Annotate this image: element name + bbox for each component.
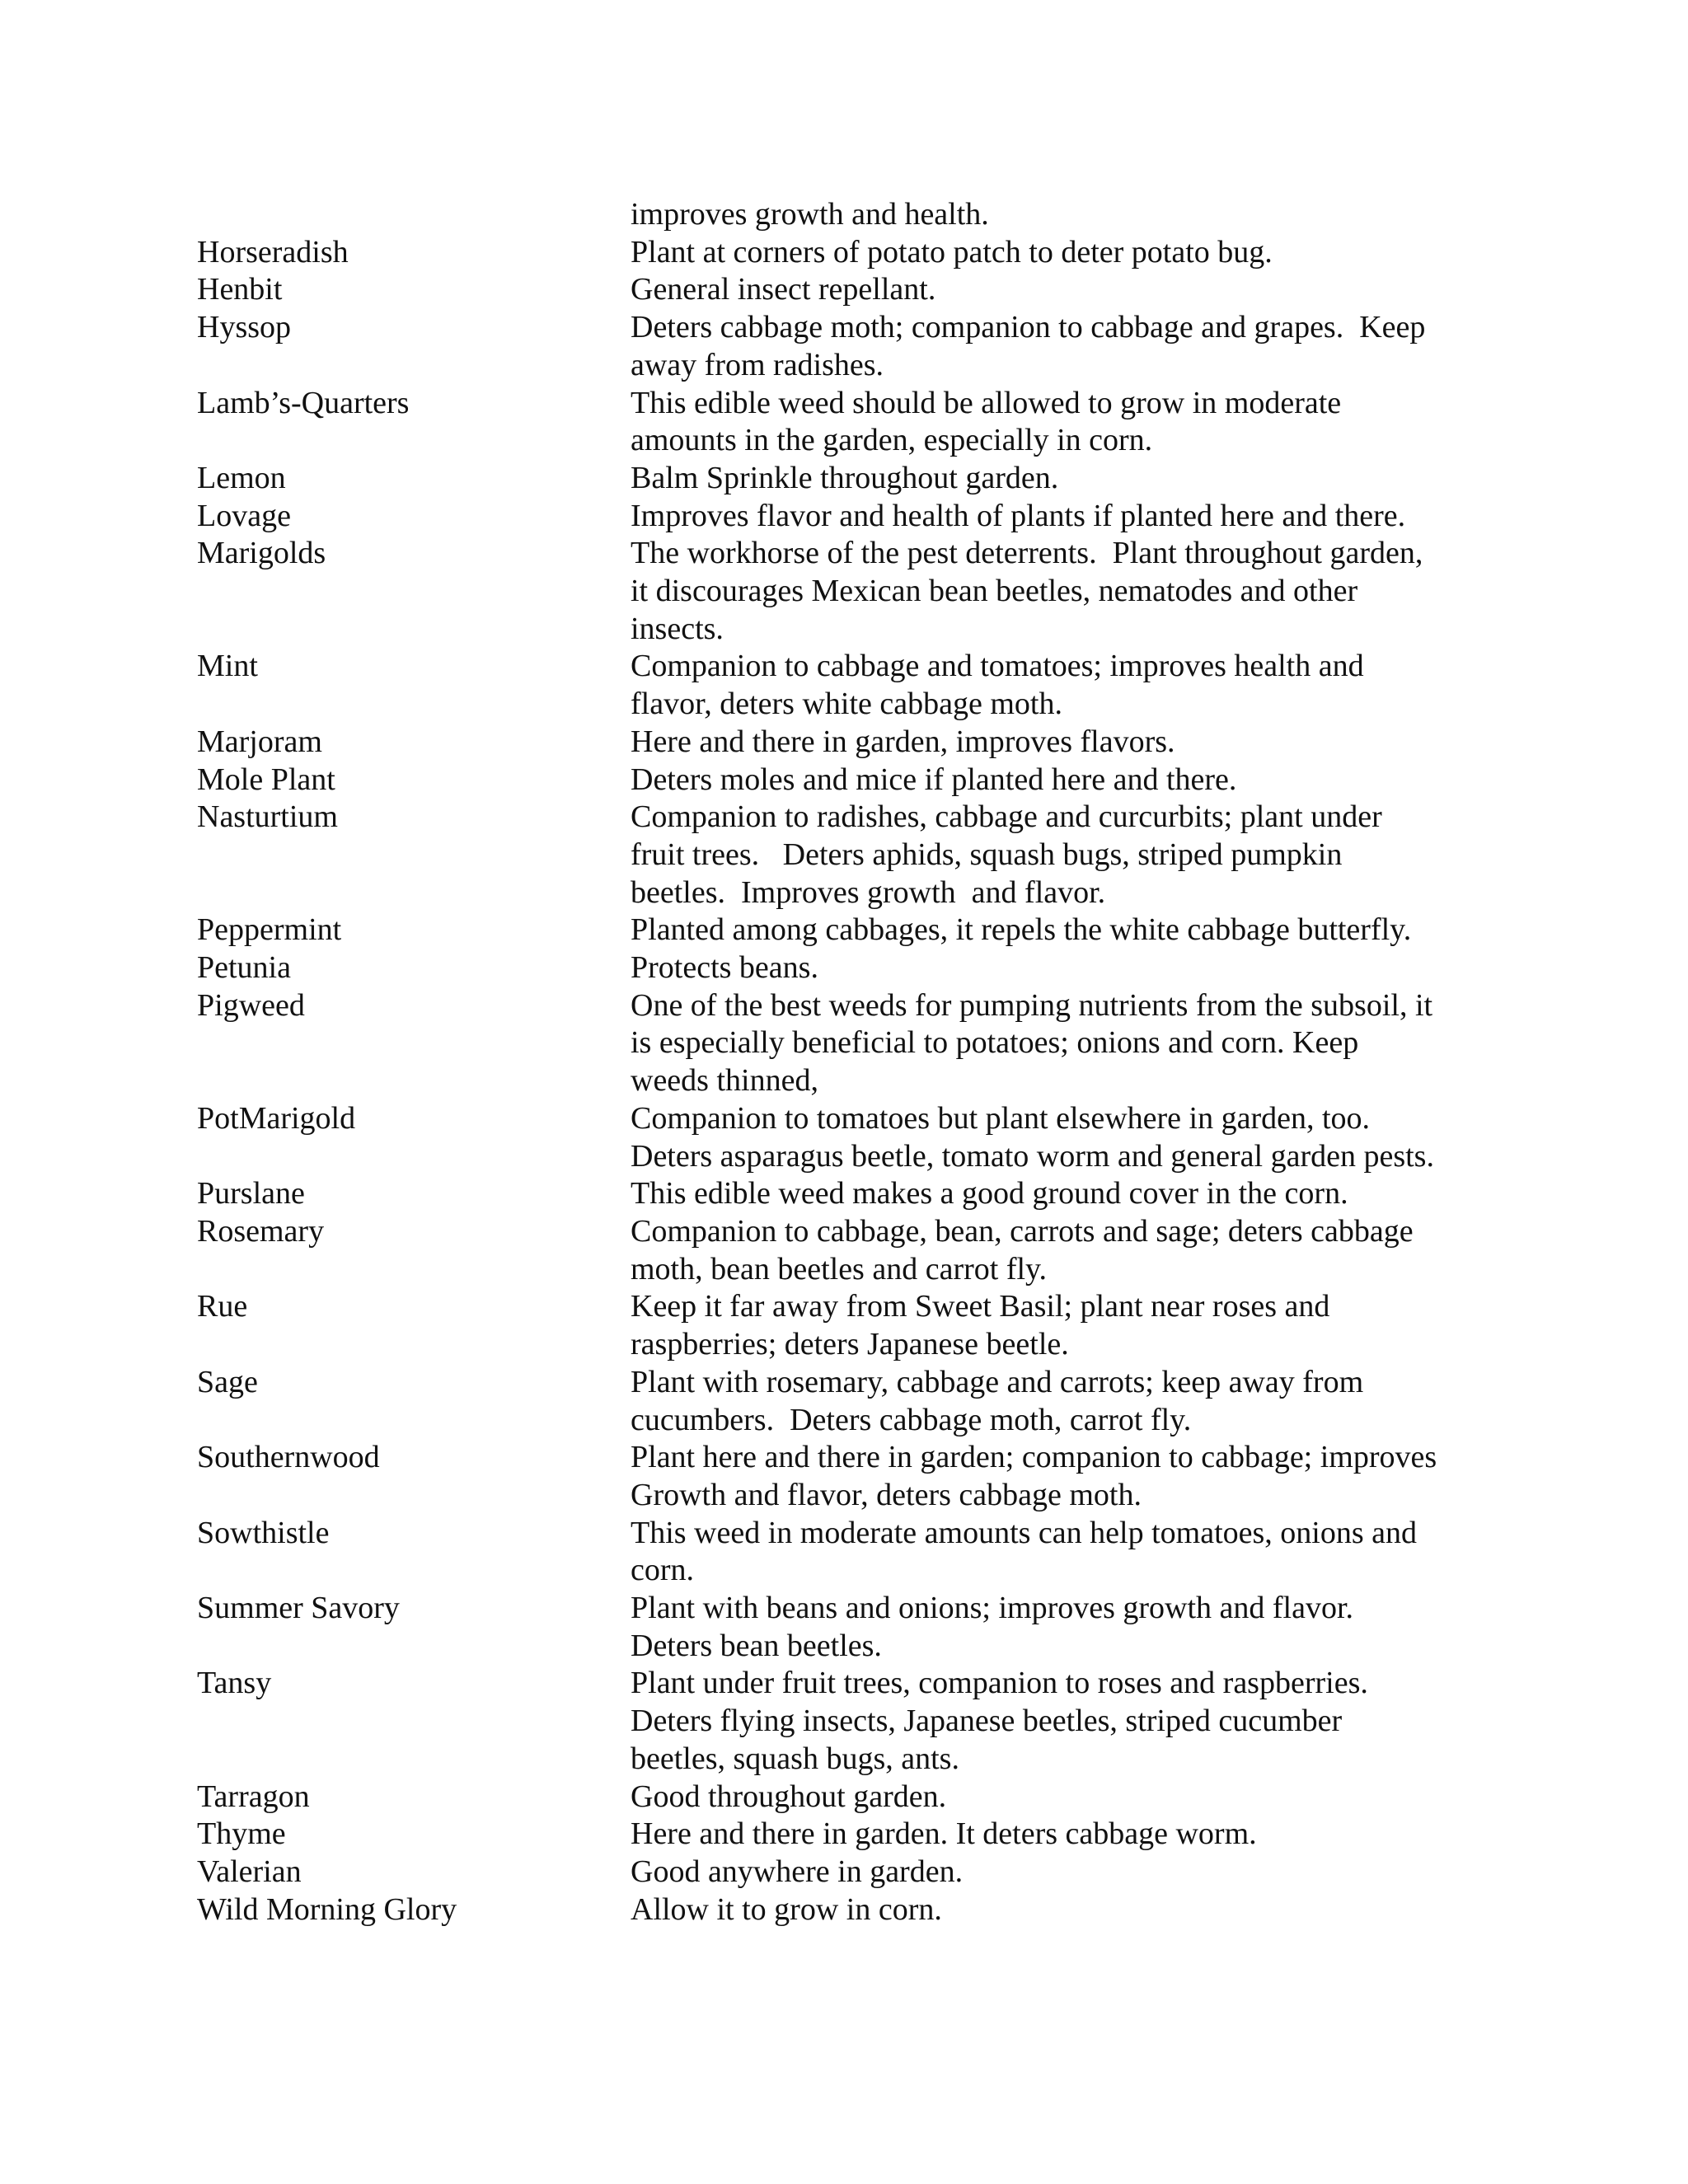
plant-description: [631, 1364, 1496, 1439]
plant-entry: [197, 912, 1516, 949]
description-line: fruit trees. Deters aphids, squash bugs, striped pumpkin: [631, 837, 1343, 872]
description-line: Companion to cabbage, bean, carrots and sage; deters cabbage: [631, 1213, 1414, 1249]
plant-entry: [197, 799, 1516, 912]
description-line: flavor, deters white cabbage moth.: [631, 687, 1062, 722]
description-line: moth, bean beetles and carrot fly.: [631, 1251, 1048, 1286]
plant-name: PotMarigold: [197, 1100, 356, 1136]
plant-entry: [197, 648, 1516, 723]
description-line: Good anywhere in garden.: [631, 1854, 964, 1889]
plant-entry: [197, 949, 1516, 987]
plant-name: Southernwood: [197, 1440, 380, 1475]
plant-entry: [197, 1364, 1516, 1439]
plant-name: Wild Morning Glory: [197, 1891, 457, 1927]
description-line: Deters asparagus beetle, tomato worm and general garden pests.: [631, 1138, 1434, 1174]
description-line: beetles, squash bugs, ants.: [631, 1741, 959, 1776]
description-line: Planted among cabbages, it repels the white cabbage butterfly.: [631, 912, 1412, 948]
plant-description: [631, 309, 1496, 384]
plant-description: [631, 648, 1496, 723]
description-line: Here and there in garden, improves flavors.: [631, 724, 1175, 759]
plant-description: [631, 1439, 1496, 1514]
description-line: Keep it far away from Sweet Basil; plant near roses and: [631, 1289, 1330, 1324]
plant-description: [631, 1854, 1496, 1891]
plant-description: [631, 1515, 1496, 1590]
description-line: Here and there in garden. It deters cabbage worm.: [631, 1816, 1257, 1852]
plant-entry: [197, 1175, 1516, 1213]
plant-name: Summer Savory: [197, 1591, 400, 1626]
plant-entry: [197, 1100, 1516, 1175]
plant-entry: [197, 724, 1516, 762]
description-line: raspberries; deters Japanese beetle.: [631, 1327, 1069, 1362]
description-line: is especially beneficial to potatoes; onions and corn. Keep: [631, 1025, 1359, 1061]
plant-description: [631, 1891, 1496, 1929]
plant-name: Mole Plant: [197, 762, 335, 797]
plant-entry: [197, 1590, 1516, 1665]
description-line: cucumbers. Deters cabbage moth, carrot fly.: [631, 1402, 1192, 1437]
plant-entry: [197, 271, 1516, 309]
description-line: it discourages Mexican bean beetles, nematodes and other: [631, 574, 1358, 609]
description-line: Plant with rosemary, cabbage and carrots; keep away from: [631, 1364, 1364, 1399]
plant-description: [631, 196, 1496, 234]
plant-name: Petunia: [197, 950, 291, 986]
description-line: Improves flavor and health of plants if planted here and there.: [631, 498, 1406, 533]
description-line: Growth and flavor, deters cabbage moth.: [631, 1477, 1142, 1512]
plant-description: [631, 987, 1496, 1100]
description-line: beetles. Improves growth and flavor.: [631, 874, 1106, 910]
description-line: This edible weed should be allowed to grow in moderate: [631, 385, 1342, 420]
plant-entry: [197, 535, 1516, 648]
plant-name: Lemon: [197, 460, 286, 495]
plant-entry: [197, 1665, 1516, 1778]
description-line: Plant here and there in garden; companion to cabbage; improves: [631, 1440, 1437, 1475]
description-line: away from radishes.: [631, 347, 884, 382]
description-line: corn.: [631, 1553, 695, 1588]
plant-name: Pigweed: [197, 987, 305, 1023]
description-line: Plant with beans and onions; improves growth and flavor.: [631, 1591, 1354, 1626]
description-line: Good throughout garden.: [631, 1779, 947, 1814]
description-line: Allow it to grow in corn.: [631, 1891, 942, 1927]
plant-name: Nasturtium: [197, 799, 338, 835]
description-line: Deters cabbage moth; companion to cabbage and grapes. Keep: [631, 310, 1426, 345]
description-line: Plant at corners of potato patch to deter potato bug.: [631, 234, 1273, 269]
description-line: Companion to cabbage and tomatoes; improves health and: [631, 649, 1364, 684]
plant-description: [631, 1665, 1496, 1778]
plant-name: Rosemary: [197, 1213, 325, 1249]
plant-name: Marigolds: [197, 536, 326, 571]
plant-name: Sage: [197, 1364, 258, 1399]
plant-description: [631, 1590, 1496, 1665]
plant-description: [631, 1779, 1496, 1816]
plant-description: [631, 799, 1496, 912]
plant-description: [631, 385, 1496, 460]
plant-name: Sowthistle: [197, 1515, 330, 1550]
plant-name: Thyme: [197, 1816, 286, 1852]
plant-name: Henbit: [197, 272, 283, 307]
description-line: weeds thinned,: [631, 1063, 818, 1099]
plant-description: [631, 1100, 1496, 1175]
plant-description: [631, 234, 1496, 272]
description-line: This weed in moderate amounts can help tomatoes, onions and: [631, 1515, 1417, 1550]
plant-description: [631, 271, 1496, 309]
plant-entry: [197, 309, 1516, 384]
plant-entry: [197, 987, 1516, 1100]
plant-description: [631, 949, 1496, 987]
plant-name: Rue: [197, 1289, 248, 1324]
description-line: One of the best weeds for pumping nutrients from the subsoil, it: [631, 987, 1433, 1023]
plant-entry: [197, 1288, 1516, 1363]
plant-description: [631, 724, 1496, 762]
plant-description: [631, 762, 1496, 799]
description-line: Companion to tomatoes but plant elsewhere in garden, too.: [631, 1100, 1371, 1136]
description-line: insects.: [631, 611, 724, 646]
plant-entry: [197, 385, 1516, 460]
plant-name: Tansy: [197, 1666, 272, 1701]
plant-entry: [197, 1854, 1516, 1891]
plant-entry: [197, 1891, 1516, 1929]
description-line: This edible weed makes a good ground cover in the corn.: [631, 1176, 1348, 1212]
plant-entry: [197, 196, 1516, 234]
plant-name: Peppermint: [197, 912, 342, 948]
description-line: The workhorse of the pest deterrents. Plant throughout garden,: [631, 536, 1423, 571]
plant-entry: [197, 1515, 1516, 1590]
plant-entry: [197, 1779, 1516, 1816]
plant-name: Purslane: [197, 1176, 305, 1212]
plant-description: [631, 1288, 1496, 1363]
plant-entry: [197, 234, 1516, 272]
plant-description: [631, 1213, 1496, 1288]
companion-plant-list: [197, 196, 1516, 1929]
plant-entry: [197, 498, 1516, 536]
description-line: General insect repellant.: [631, 272, 936, 307]
plant-description: [631, 535, 1496, 648]
description-line: Deters bean beetles.: [631, 1628, 882, 1663]
description-line: Protects beans.: [631, 950, 818, 986]
plant-name: Lamb’s-Quarters: [197, 385, 410, 420]
description-line: Deters flying insects, Japanese beetles, striped cucumber: [631, 1704, 1343, 1739]
description-line: Deters moles and mice if planted here and there.: [631, 762, 1237, 797]
description-line: Companion to radishes, cabbage and curcurbits; plant under: [631, 799, 1382, 835]
plant-name: Valerian: [197, 1854, 302, 1889]
plant-description: [631, 498, 1496, 536]
description-line: improves growth and health.: [631, 197, 989, 232]
plant-entry: [197, 1213, 1516, 1288]
plant-entry: [197, 460, 1516, 498]
plant-name: Lovage: [197, 498, 291, 533]
plant-description: [631, 1175, 1496, 1213]
plant-entry: [197, 1439, 1516, 1514]
plant-entry: [197, 1816, 1516, 1854]
plant-description: [631, 912, 1496, 949]
description-line: Plant under fruit trees, companion to roses and raspberries.: [631, 1666, 1368, 1701]
plant-name: Marjoram: [197, 724, 322, 759]
plant-description: [631, 460, 1496, 498]
plant-name: Mint: [197, 649, 258, 684]
plant-name: Hyssop: [197, 310, 292, 345]
plant-name: Tarragon: [197, 1779, 310, 1814]
plant-name: Horseradish: [197, 234, 349, 269]
plant-entry: [197, 762, 1516, 799]
description-line: amounts in the garden, especially in corn.: [631, 423, 1153, 458]
description-line: Balm Sprinkle throughout garden.: [631, 460, 1059, 495]
plant-description: [631, 1816, 1496, 1854]
